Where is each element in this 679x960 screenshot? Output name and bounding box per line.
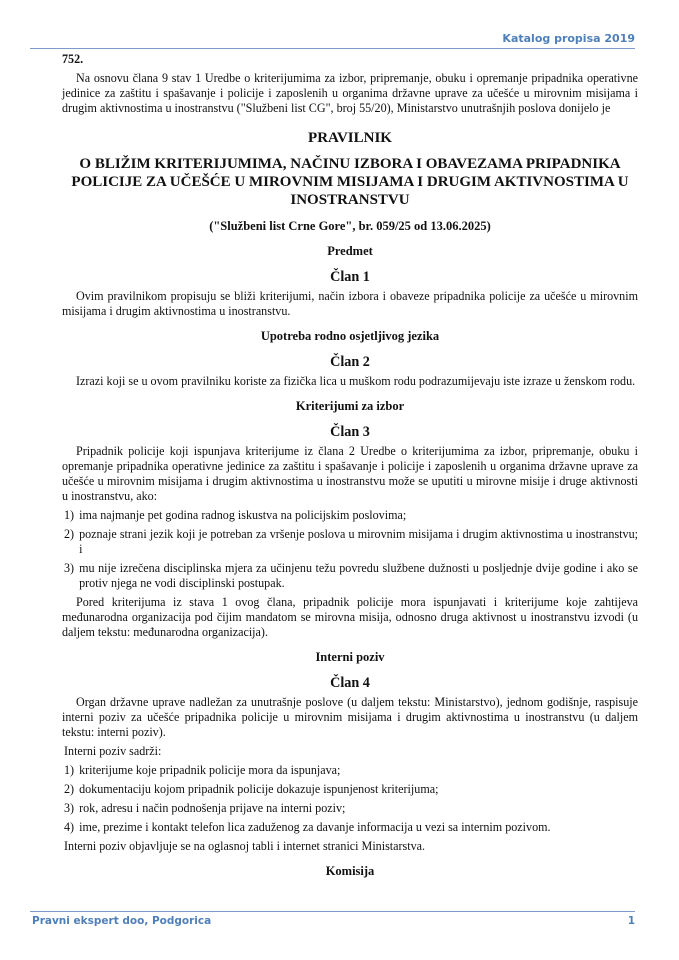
gazette-reference: ("Službeni list Crne Gore", br. 059/25 od 13.06.2025): [209, 219, 491, 233]
page-number: 1: [627, 915, 635, 927]
page-header: [30, 33, 635, 49]
list-number: 1): [64, 508, 75, 522]
article-paragraph: Interni poziv objavljuje se na oglasnoj tabli i internet stranici Ministarstva.: [64, 839, 426, 853]
catalog-title: Katalog propisa 2019: [502, 32, 635, 45]
article-heading: Član 4: [330, 675, 370, 691]
section-heading: Interni poziv: [315, 650, 385, 664]
article-heading: Član 3: [330, 424, 370, 440]
list-text: dokumentaciju kojom pripadnik policije dokazuje ispunjenost kriterijuma;: [79, 782, 439, 796]
article-paragraph: Organ državne uprave nadležan za unutrašnje poslove (u daljem tekstu: Ministarstvo), jednom godišnje, raspisuje interni poziv za učešće pripadnika policije u mirovnim misijama i drugim aktivnostima u inostranstvu (u daljem tekstu: interni poziv).: [62, 695, 638, 739]
list-item: [62, 782, 638, 797]
article-paragraph: Interni poziv sadrži:: [64, 744, 162, 758]
article-heading: Član 2: [330, 354, 370, 370]
list-number: 2): [64, 527, 75, 541]
list-item: [62, 527, 638, 557]
page-footer: [30, 911, 635, 928]
list-item: [62, 820, 638, 835]
article-paragraph: Ovim pravilnikom propisuju se bliži kriterijumi, način izbora i obaveze pripadnika policije za učešće u mirovnim misijama i drugim aktivnostima u inostranstvu.: [62, 289, 638, 318]
document-subtitle: O BLIŽIM KRITERIJUMIMA, NAČINU IZBORA I OBAVEZAMA PRIPADNIKA POLICIJE ZA UČEŠĆE U MIROVNIM MISIJAMA I DRUGIM AKTIVNOSTIMA U INOSTRANSTVU: [71, 156, 629, 208]
list-item: [62, 801, 638, 816]
list-item: [62, 561, 638, 591]
article-paragraph: Izrazi koji se u ovom pravilniku koriste za fizička lica u muškom rodu podrazumijevaju iste izraze u ženskom rodu.: [76, 374, 636, 388]
list-item: [62, 763, 638, 778]
article-heading: Član 1: [330, 269, 370, 285]
list-number: 4): [64, 820, 75, 834]
list-text: rok, adresu i način podnošenja prijave na interni poziv;: [79, 801, 346, 815]
publisher-name: Pravni ekspert doo, Podgorica: [32, 915, 212, 927]
list-number: 3): [64, 801, 75, 815]
document-title: PRAVILNIK: [308, 130, 392, 146]
intro-paragraph: Na osnovu člana 9 stav 1 Uredbe o kriterijumima za izbor, pripremanje, obuku i opremanje pripadnika operativne jedinice za zaštitu i spašavanje i policije i zaposlenih u organima državne uprave za učešće u mirovnim misijama i drugim aktivnostima u inostranstvu ("Službeni list CG", broj 55/20), Ministarstvo unutrašnjih poslova donijelo je: [62, 71, 638, 115]
section-heading: Kriterijumi za izbor: [295, 399, 405, 413]
list-item: [62, 508, 638, 523]
list-text: poznaje strani jezik koji je potreban za vršenje poslova u mirovnim misijama i drugim aktivnostima u inostranstvu; i: [79, 527, 638, 556]
section-heading: Upotreba rodno osjetljivog jezika: [260, 329, 440, 343]
list-number: 2): [64, 782, 75, 796]
list-number: 3): [64, 561, 75, 575]
list-number: 1): [64, 763, 75, 777]
list-text: mu nije izrečena disciplinska mjera za učinjenu težu povredu službene dužnosti u posljednje dvije godine i ako se protiv njega ne vodi disciplinski postupak.: [79, 561, 638, 590]
list-text: ima najmanje pet godina radnog iskustva na policijskim poslovima;: [79, 508, 407, 522]
section-heading: Komisija: [325, 864, 375, 878]
article-paragraph: Pripadnik policije koji ispunjava kriterijume iz člana 2 Uredbe o kriterijumima za izbor, pripremanje, obuku i opremanje pripadnika operativne jedinice za zaštitu i spašavanje i policije i zaposlenih u organima državne uprave za učešće u mirovnim misijama i drugim aktivnostima u inostranstvu može se uputiti u mirovne misije i druge aktivnosti u inostranstvu, ako:: [62, 444, 638, 503]
list-text: ime, prezime i kontakt telefon lica zaduženog za davanje informacija u vezi sa internim pozivom.: [79, 820, 551, 834]
article-paragraph: Pored kriterijuma iz stava 1 ovog člana, pripadnik policije mora ispunjavati i kriterijume koje zahtijeva međunarodna organizacija pod čijim mandatom se mirovna misija, odnosno druga aktivnost u inostranstvu izvodi (u daljem tekstu: međunarodna organizacija).: [62, 595, 638, 639]
document-number: 752.: [62, 52, 84, 66]
document-body: [62, 52, 638, 879]
section-heading: Predmet: [327, 244, 373, 258]
list-text: kriterijume koje pripadnik policije mora da ispunjava;: [79, 763, 341, 777]
